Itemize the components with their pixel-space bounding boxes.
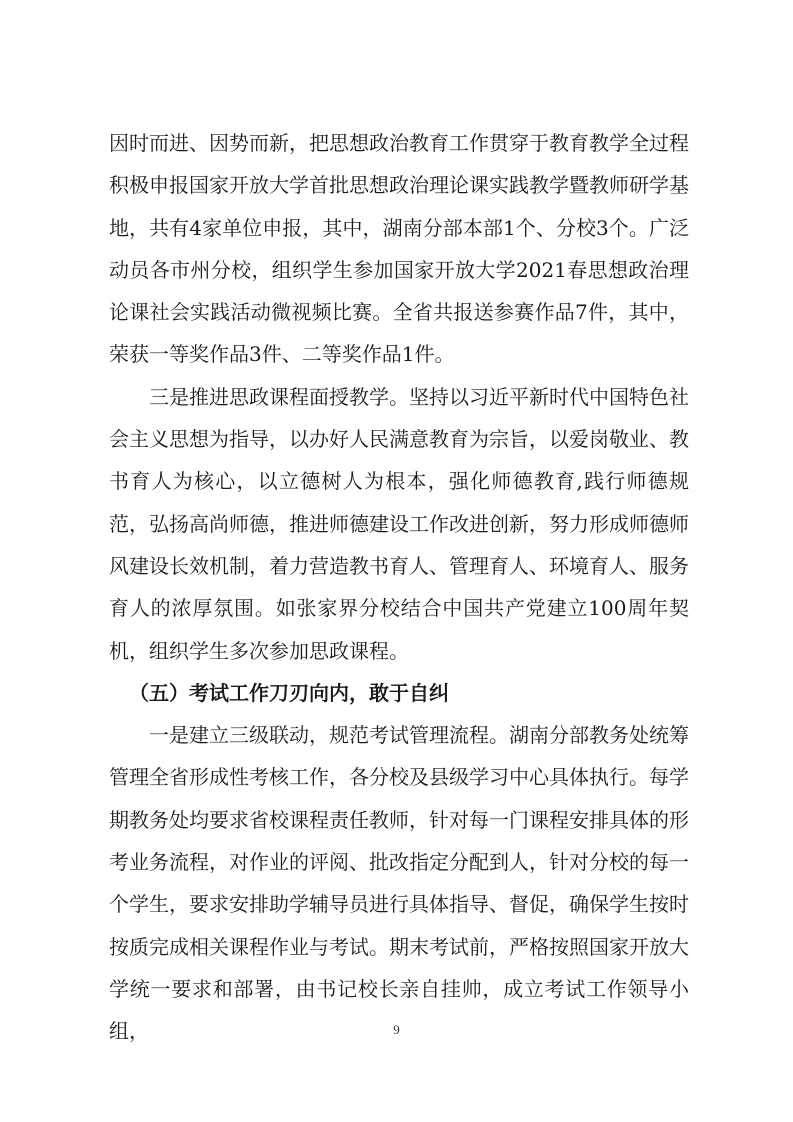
document-body (109, 122, 689, 1053)
paragraph-political-courses: 三是推进思政课程面授教学。坚持以习近平新时代中国特色社会主义思想为指导，以办好人民满意教育为宗旨，以爱岗敬业、教书育人为核心，以立德树人为根本，强化师德教育,践行师德规范，弘扬高尚师德，推进师德建设工作改进创新，努力形成师德师风建设长效机制，着力营造教书育人、管理育人、环境育人、服务育人的浓厚氛围。如张家界分校结合中国共产党建立100周年契机，组织学生多次参加思政课程。 (109, 384, 689, 663)
section-heading: （五）考试工作刀刃向内，敢于自纠 (129, 680, 449, 705)
paragraph-exam-management: 一是建立三级联动，规范考试管理流程。湖南分部教务处统筹管理全省形成性考核工作，各分校及县级学习中心具体执行。每学期教务处均要求省校课程责任教师，针对每一门课程安排具体的形考业务流程，对作业的评阅、批改指定分配到人，针对分校的每一个学生，要求安排助学辅导员进行具体指导、督促，确保学生按时按质完成相关课程作业与考试。期末考试前，严格按照国家开放大学统一要求和部署，由书记校长亲自挂帅，成立考试工作领导小组， (109, 723, 689, 1044)
paragraph-continuation: 因时而进、因势而新，把思想政治教育工作贯穿于教育教学全过程积极申报国家开放大学首批思想政治理论课实践教学暨教师研学基地，共有4家单位申报，其中，湖南分部本部1个、分校3个。广泛动员各市州分校，组织学生参加国家开放大学2021春思想政治理论课社会实践活动微视频比赛。全省共报送参赛作品7件，其中，荣获一等奖作品3件、二等奖作品1件。 (109, 131, 689, 367)
page-number: 9 (393, 1022, 400, 1037)
